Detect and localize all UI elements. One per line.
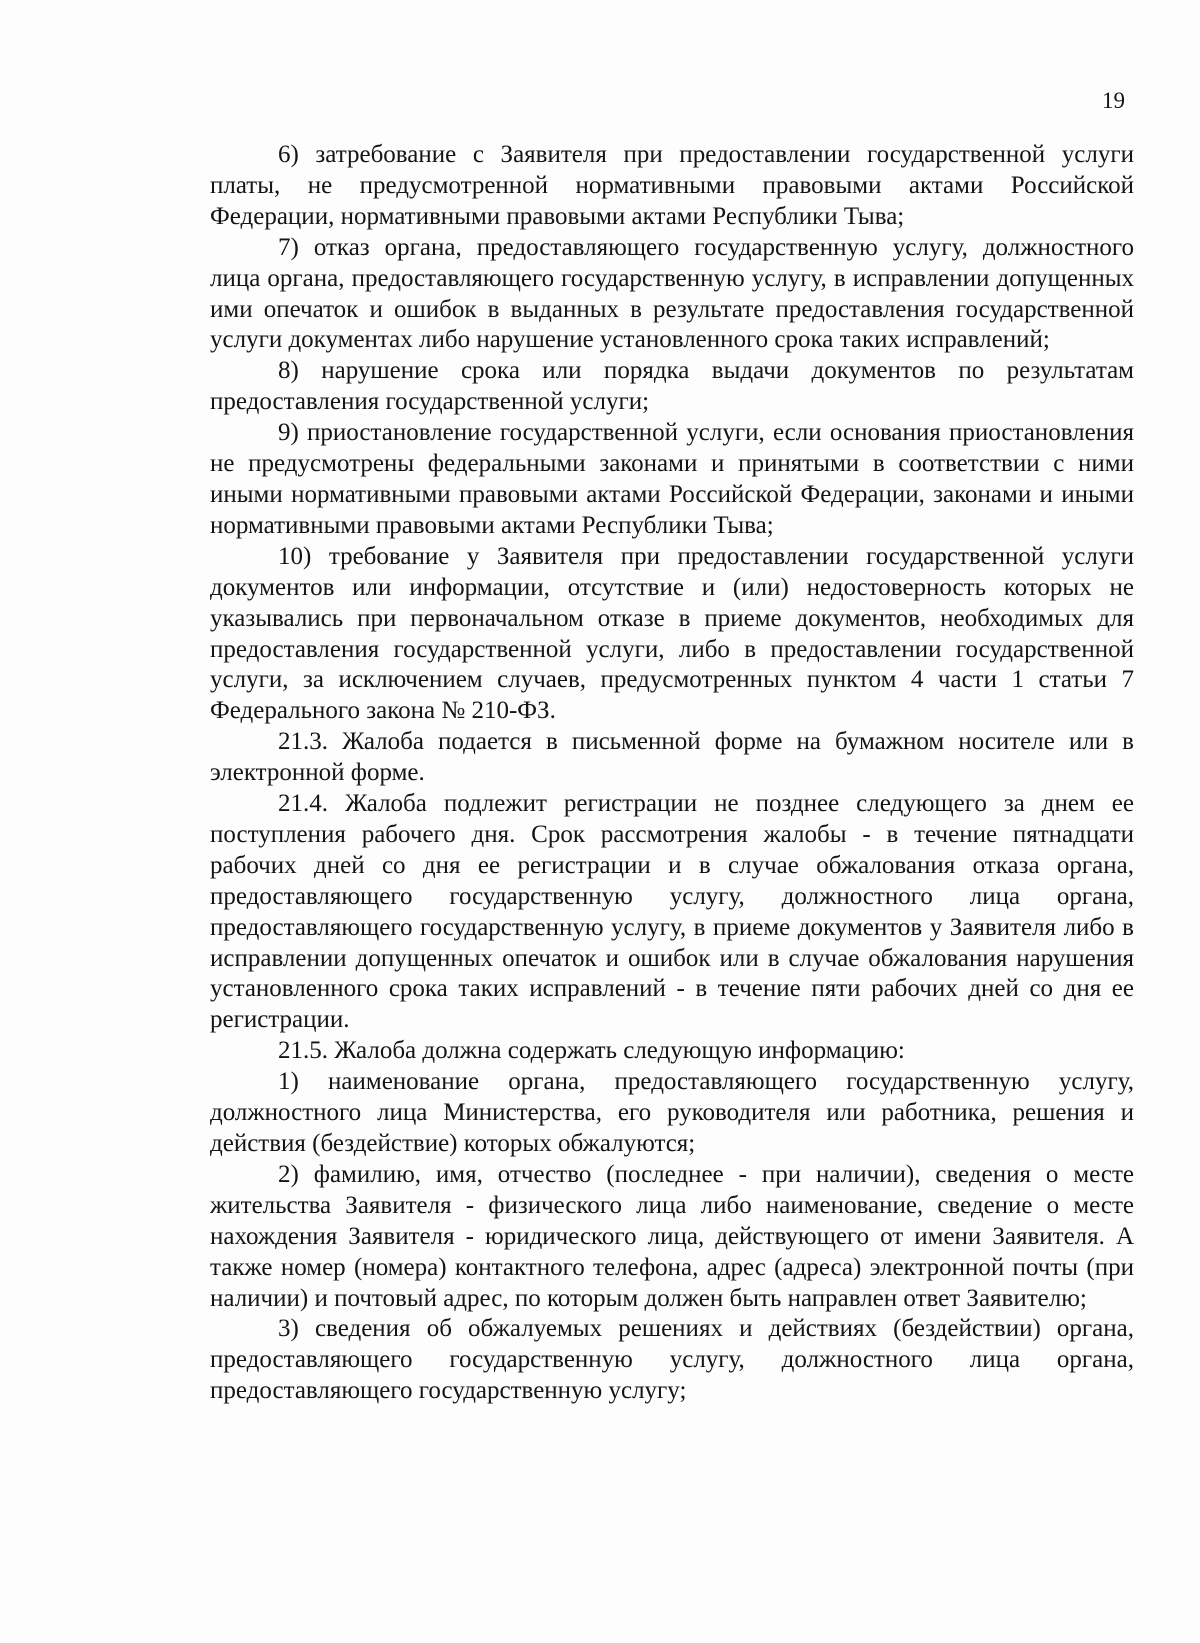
- paragraph-item-8: 8) нарушение срока или порядка выдачи документов по результатам предоставления государственной услуги;: [210, 357, 1134, 416]
- paragraph-21-3: 21.3. Жалоба подается в письменной форме на бумажном носителе или в электронной форме.: [210, 728, 1134, 787]
- paragraph-21-5: 21.5. Жалоба должна содержать следующую информацию:: [278, 1037, 905, 1065]
- paragraph-21-4: 21.4. Жалоба подлежит регистрации не позднее следующего за днем ее поступления рабочего дня. Срок рассмотрения жалобы - в течение пятнадцати рабочих дней со дня ее регистрации и в случае обжалования отказа органа, предоставляющего государственную услугу, должностного лица органа, предоставляющего государственную услугу, в приеме документов у Заявителя либо в исправлении допущенных опечаток и ошибок или в случае обжалования нарушения установленного срока таких исправлений - в течение пяти рабочих дней со дня ее регистрации.: [210, 790, 1134, 1034]
- paragraph-item-6: 6) затребование с Заявителя при предоставлении государственной услуги платы, не предусмотренной нормативными правовыми актами Российской Федерации, нормативными правовыми актами Республики Тыва;: [210, 141, 1134, 230]
- paragraph-subitem-1: 1) наименование органа, предоставляющего государственную услугу, должностного лица Министерства, его руководителя или работника, решения и действия (бездействие) которых обжалуются;: [210, 1068, 1134, 1157]
- page-number: 19: [1102, 88, 1125, 113]
- document-body: [210, 140, 1134, 1407]
- paragraph-item-9: 9) приостановление государственной услуги, если основания приостановления не предусмотрены федеральными законами и принятыми в соответствии с ними иными нормативными правовыми актами Российской Федерации, законами и иными нормативными правовыми актами Республики Тыва;: [210, 419, 1134, 539]
- paragraph-item-7: 7) отказ органа, предоставляющего государственную услугу, должностного лица органа, предоставляющего государственную услугу, в исправлении допущенных ими опечаток и ошибок в выданных в результате предоставления государственной услуги документах либо нарушение установленного срока таких исправлений;: [210, 233, 1134, 354]
- paragraph-subitem-3: 3) сведения об обжалуемых решениях и действиях (бездействии) органа, предоставляющего государственную услугу, должностного лица органа, предоставляющего государственную услугу;: [210, 1315, 1134, 1405]
- paragraph-subitem-2: 2) фамилию, имя, отчество (последнее - при наличии), сведения о месте жительства Заявителя - физического лица либо наименование, сведение о месте нахождения Заявителя - юридического лица, действующего от имени Заявителя. А также номер (номера) контактного телефона, адрес (адреса) электронной почты (при наличии) и почтовый адрес, по которым должен быть направлен ответ Заявителю;: [210, 1160, 1134, 1312]
- paragraph-item-10: 10) требование у Заявителя при предоставлении государственной услуги документов или информации, отсутствие и (или) недостоверность которых не указывались при первоначальном отказе в приеме документов, необходимых для предоставления государственной услуги, либо в предоставлении государственной услуги, за исключением случаев, предусмотренных пунктом 4 части 1 статьи 7 Федерального закона № 210-ФЗ.: [210, 542, 1134, 725]
